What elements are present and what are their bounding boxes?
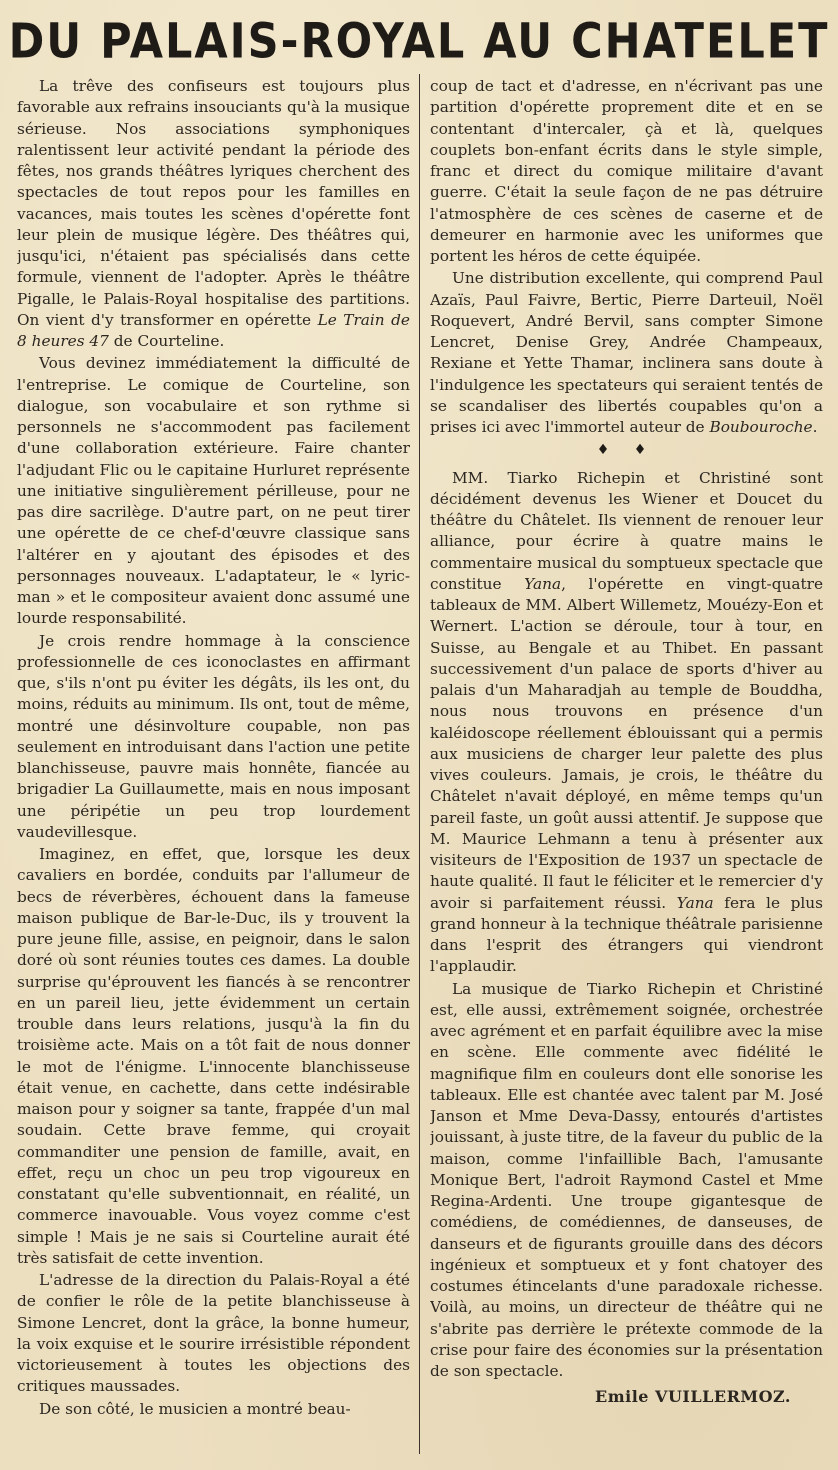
article-column-right — [430, 76, 823, 1461]
author-signature: Emile VUILLERMOZ. — [595, 1387, 791, 1407]
show-title: Yana — [524, 574, 562, 593]
paragraph-text: Une distribution excellente, qui comprend Paul Azaïs, Paul Faivre, Bertic, Pierre Darteuil, Noël Roquevert, André Bervil, sans compter Simone Lencret, Denise Grey, Andrée Champeaux, Rexiane et Yette Thamar, inclinera sans doute à l'indulgence les spectateurs qui seraient tentés de se scandaliser des libertés coupables qu'on a prises ici avec l'immortel auteur de — [430, 269, 823, 436]
paragraph: Je crois rendre hommage à la conscience professionnelle de ces iconoclastes en affirmant que, s'ils n'ont pu éviter les dégâts, ils les ont, du moins, réduits au minimum. Ils ont, tout de même, montré une désinvolture coupable, non pas seulement en introduisant dans l'action une petite blanchisseuse, pauvre mais honnête, fiancée au brigadier La Guillaumette, mais en nous imposant une péripétie un peu trop lourdement vaudevillesque. — [17, 631, 410, 841]
paragraph-text: fera le plus grand honneur à la technique théâtrale parisienne dans l'esprit des étrangers qui viendront l'applaudir. — [430, 893, 823, 976]
play-title: Boubouroche — [709, 418, 813, 436]
paragraph-text: de Courteline. — [108, 332, 225, 350]
paragraph — [430, 468, 823, 978]
paragraph: Imaginez, en effet, que, lorsque les deux cavaliers en bordée, conduits par l'allumeur de becs de réverbères, échouent dans la fameuse maison publique de Bar-le-Duc, ils y trouvent la pure jeune fille, assise, en peignoir, dans le salon doré où sont réunies toutes ces dames. La double surprise qu'éprouvent les fiancés à se rencontrer en un pareil lieu, jette évidemment un certain trouble dans leurs relations, jusqu'à la fin du troisième acte. Mais on a tôt fait de nous donner le mot de l'énigme. L'innocente blanchisseuse était venue, en cachette, dans cette indésirable maison pour y soigner sa tante, frappée d'un mal soudain. Cette brave femme, qui croyait commanditer une pension de famille, avait, en effet, reçu un choc un peu trop vigoureux en constatant qu'elle subventionnait, en réalité, un commerce inavouable. Vous voyez comme c'est simple ! Mais je ne sais si Courteline aurait été très satisfait de cette invention. — [17, 845, 410, 1267]
paragraph-text: , l'opérette en vingt-quatre tableaux de MM. Albert Willemetz, Mouézy-Eon et Wernert. L'action se déroule, tour à tour, en Suisse, au Bengale et au Thibet. En passant successivement d'un palace de sports d'hiver au palais d'un Maharadjah au temple de Bouddha, nous nous trouvons en présence d'un kaléidoscope réellement éblouissant qui a permis aux musiciens de charger leur palette des plus vives couleurs. Jamais, je crois, le théâtre du Châtelet n'avait déployé, en même temps qu'un pareil faste, un goût aussi attentif. Je suppose que M. Maurice Lehmann a tenu à présenter aux visiteurs de l'Exposition de 1937 un spectacle de haute qualité. Il faut le féliciter et le remercier d'y avoir si parfaitement réussi. — [430, 574, 823, 912]
paragraph: L'adresse de la direction du Palais-Royal a été de confier le rôle de la petite blanchisseuse à Simone Lencret, dont la grâce, la bonne humeur, la voix exquise et le sourire irrésistible répondent victorieusement à toutes les objections des critiques maussades. — [17, 1271, 410, 1396]
play-title: Le Train de 8 heures 47 — [17, 310, 410, 350]
paragraph-text: MM. Tiarko Richepin et Christiné sont décidément devenus les Wiener et Doucet du théâtre du Châtelet. Ils viennent de renouer leur alliance, pour écrire à quatre mains le commentaire musical du somptueux spectacle que constitue — [430, 468, 823, 593]
paragraph-text: . — [812, 418, 818, 436]
paragraph: La musique de Tiarko Richepin et Christiné est, elle aussi, extrêmement soignée, orchestrée avec agrément et en parfait équilibre avec la mise en scène. Elle commente avec fidélité le magnifique film en couleurs dont elle sonorise les tableaux. Elle est chantée avec talent par M. José Janson et Mme Deva-Dassy, entourés d'artistes jouissant, à juste titre, de la faveur du public de la maison, comme l'infaillible Bach, l'amusante Monique Bert, l'adroit Raymond Castel et Mme Regina-Ardenti. Une troupe gigantesque de comédiens, de comédiennes, de danseuses, de danseurs et de figurants grouille dans des décors ingénieux et somptueux et y font chatoyer des costumes étincelants d'une paradoxale richesse. Voilà, au moins, un directeur de théâtre qui ne s'abrite pas derrière le prétexte commode de la crise pour faire des économies sur la présentation de son spectacle. — [430, 979, 823, 1380]
paragraph: De son côté, le musicien a montré beau- — [39, 1399, 351, 1418]
paragraph-text: La trêve des confiseurs est toujours plus favorable aux refrains insouciants qu'à la musique sérieuse. Nos associations symphoniques ralentissent leur activité pendant la période des fêtes, nos grands théâtres lyriques cherchent des spectacles de tout repos pour les familles en vacances, mais toutes les scènes d'opérette font leur plein de musique légère. Des théâtres qui, jusqu'ici, n'étaient pas spécialisés dans cette formule, viennent de l'adopter. Après le théâtre Pigalle, le Palais-Royal hospitalise des partitions. On vient d'y transformer en opérette — [17, 77, 410, 329]
paragraph: coup de tact et d'adresse, en n'écrivant pas une partition d'opérette proprement dite et en se contentant d'intercaler, çà et là, quelques couplets bon-enfant écrits dans le style simple, franc et direct du comique militaire d'avant guerre. C'était la seule façon de ne pas détruire l'atmosphère de ces scènes de caserne et de demeurer en harmonie avec les uniformes que portent les héros de cette équipée. — [430, 77, 823, 265]
column-divider — [419, 74, 420, 1454]
paragraph: Vous devinez immédiatement la difficulté de l'entreprise. Le comique de Courteline, son dialogue, son vocabulaire et son rythme si personnels ne s'accommodent pas facilement d'une collaboration extérieure. Faire chanter l'adjudant Flic ou le capitaine Hurluret représente une initiative singulièrement périlleuse, pour ne pas dire sacrilège. D'autre part, on ne peut tirer une opérette de ce chef-d'œuvre classique sans l'altérer en y ajoutant des épisodes et des personnages nouveaux. L'adaptateur, le « lyric-man » et le compositeur avaient donc assumé une lourde responsabilité. — [17, 354, 410, 628]
article-column-left — [17, 76, 410, 1461]
section-ornament: ♦ ♦ — [596, 442, 657, 459]
paragraph — [430, 268, 823, 438]
article-headline: DU PALAIS-ROYAL AU CHATELET — [8, 13, 830, 70]
show-title: Yana — [676, 893, 714, 912]
paragraph — [17, 76, 410, 352]
